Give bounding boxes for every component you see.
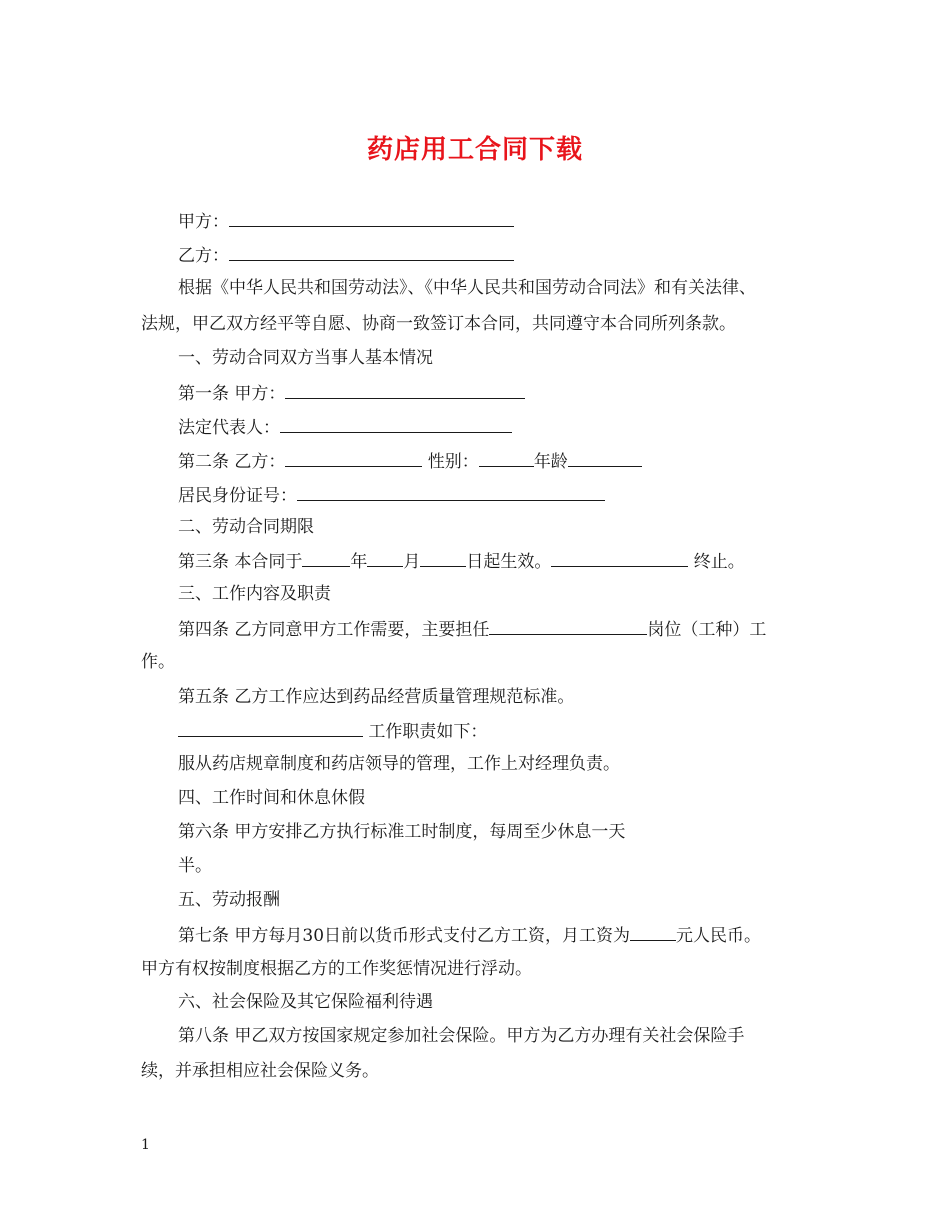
article-3-label: 第三条 本合同于 (178, 552, 303, 572)
article-5-line: 第五条 乙方工作应达到药品经营质量管理规范标准。 (178, 687, 575, 707)
gender-blank (479, 448, 534, 467)
id-number-blank (297, 482, 605, 501)
party-b-blank (229, 242, 514, 261)
party-b-label: 乙方： (178, 246, 229, 266)
party-a-line (178, 208, 514, 234)
section-3-heading: 三、工作内容及职责 (178, 584, 331, 604)
article-7-label: 第七条 甲方每月30日前以货币形式支付乙方工资，月工资为 (178, 926, 631, 946)
termination-label: 终止。 (688, 552, 745, 572)
article-2-label: 第二条 乙方： (178, 452, 286, 472)
article-1-blank (285, 380, 525, 399)
party-a-label: 甲方： (178, 212, 229, 232)
id-number-label: 居民身份证号： (178, 486, 297, 506)
position-blank (489, 616, 647, 635)
article-7-line-2: 甲方有权按制度根据乙方的工作奖惩情况进行浮动。 (141, 959, 532, 979)
year-blank (302, 548, 350, 567)
month-label: 月 (403, 552, 421, 572)
section-5-heading: 五、劳动报酬 (178, 890, 280, 910)
position-label: 岗位（工种）工 (647, 620, 767, 640)
article-6-line-2: 半。 (178, 856, 212, 876)
effective-label: 日起生效。 (466, 552, 552, 572)
article-8-line-2: 续，并承担相应社会保险义务。 (141, 1061, 379, 1081)
age-blank (568, 448, 642, 467)
end-date-blank (551, 548, 688, 567)
article-4-line (178, 616, 766, 642)
party-a-blank (229, 208, 514, 227)
article-6-line: 第六条 甲方安排乙方执行标准工时制度，每周至少休息一天 (178, 822, 626, 842)
page-number: 1 (141, 1137, 150, 1153)
section-4-heading: 四、工作时间和休息休假 (178, 788, 365, 808)
article-2-line (178, 448, 642, 474)
duties-text: 服从药店规章制度和药店领导的管理，工作上对经理负责。 (178, 754, 620, 774)
legal-rep-blank (280, 414, 512, 433)
section-6-heading: 六、社会保险及其它保险福利待遇 (178, 992, 433, 1012)
article-4-label: 第四条 乙方同意甲方工作需要，主要担任 (178, 620, 490, 640)
article-3-line (178, 548, 745, 574)
legal-rep-line (178, 414, 512, 440)
article-2-name-blank (285, 448, 422, 467)
section-2-heading: 二、劳动合同期限 (178, 517, 314, 537)
duties-line (178, 718, 487, 744)
preamble-line-2: 法规，甲乙双方经平等自愿、协商一致签订本合同，共同遵守本合同所列条款。 (141, 314, 736, 334)
age-label: 年龄 (533, 452, 568, 472)
preamble-line-1: 根据《中华人民共和国劳动法》、《中华人民共和国劳动合同法》和有关法律、 (178, 278, 756, 298)
duties-label: 工作职责如下： (363, 722, 488, 742)
article-1-line (178, 380, 525, 406)
section-1-heading: 一、劳动合同双方当事人基本情况 (178, 348, 433, 368)
article-4-line-2: 作。 (141, 652, 175, 672)
page-title: 药店用工合同下载 (366, 135, 583, 165)
gender-label: 性别： (422, 452, 479, 472)
legal-rep-label: 法定代表人： (178, 418, 280, 438)
month-blank (367, 548, 403, 567)
day-blank (420, 548, 466, 567)
salary-unit-label: 元人民币。 (676, 926, 762, 946)
salary-blank (630, 922, 676, 941)
article-7-line (178, 922, 761, 948)
id-number-line (178, 482, 605, 508)
article-1-label: 第一条 甲方： (178, 384, 286, 404)
duties-blank (178, 718, 363, 737)
year-label: 年 (350, 552, 368, 572)
party-b-line (178, 242, 514, 268)
article-8-line: 第八条 甲乙双方按国家规定参加社会保险。甲方为乙方办理有关社会保险手 (178, 1026, 745, 1046)
